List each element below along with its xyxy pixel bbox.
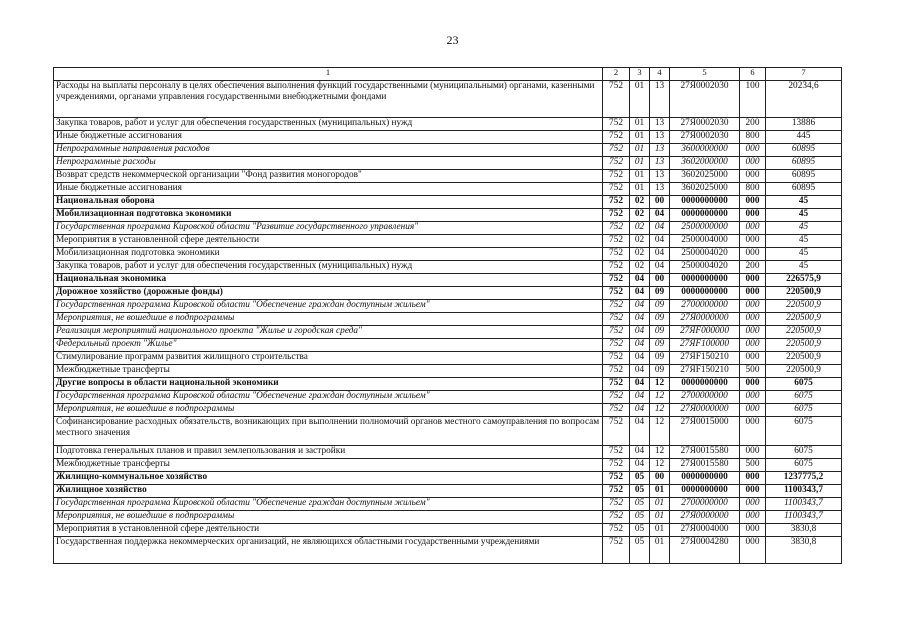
section-cell: 01 xyxy=(630,157,650,170)
item-name-cell: Стимулирование программ развития жилищного строительства xyxy=(54,352,603,365)
code-cell: 752 xyxy=(603,144,630,157)
code-cell: 752 xyxy=(603,196,630,209)
amount-cell: 6075 xyxy=(766,446,842,459)
section-cell: 01 xyxy=(630,183,650,196)
subsection-cell: 09 xyxy=(650,313,670,326)
subsection-cell: 04 xyxy=(650,261,670,274)
target-article-cell: 2700000000 xyxy=(670,391,740,404)
code-cell: 752 xyxy=(603,352,630,365)
table-row xyxy=(54,459,842,472)
expense-type-cell: 000 xyxy=(740,222,766,235)
section-cell: 02 xyxy=(630,222,650,235)
item-name-cell: Мероприятия, не вошедшие в подпрограммы xyxy=(54,511,603,524)
subsection-cell: 04 xyxy=(650,248,670,261)
item-name-cell: Национальная оборона xyxy=(54,196,603,209)
section-cell: 04 xyxy=(630,459,650,472)
amount-cell: 45 xyxy=(766,222,842,235)
section-cell: 04 xyxy=(630,326,650,339)
section-cell: 02 xyxy=(630,235,650,248)
item-name-cell: Мероприятия, не вошедшие в подпрограммы xyxy=(54,404,603,417)
target-article-cell: 27ЯF100000 xyxy=(670,339,740,352)
section-cell: 04 xyxy=(630,446,650,459)
expense-type-cell: 000 xyxy=(740,170,766,183)
header-cell: 5 xyxy=(670,68,740,81)
header-cell: 6 xyxy=(740,68,766,81)
amount-cell: 1237775,2 xyxy=(766,472,842,485)
budget-table-body xyxy=(54,68,842,564)
amount-cell: 20234,6 xyxy=(766,81,842,118)
section-cell: 04 xyxy=(630,313,650,326)
expense-type-cell: 000 xyxy=(740,498,766,511)
amount-cell: 45 xyxy=(766,196,842,209)
code-cell: 752 xyxy=(603,446,630,459)
amount-cell: 45 xyxy=(766,248,842,261)
target-article-cell: 27Я0002030 xyxy=(670,131,740,144)
section-cell: 04 xyxy=(630,378,650,391)
target-article-cell: 2700000000 xyxy=(670,498,740,511)
section-cell: 04 xyxy=(630,300,650,313)
table-row xyxy=(54,157,842,170)
amount-cell: 6075 xyxy=(766,391,842,404)
item-name-cell: Другие вопросы в области национальной экономики xyxy=(54,378,603,391)
section-cell: 01 xyxy=(630,118,650,131)
section-cell: 01 xyxy=(630,144,650,157)
subsection-cell: 13 xyxy=(650,144,670,157)
target-article-cell: 0000000000 xyxy=(670,196,740,209)
table-row xyxy=(54,498,842,511)
amount-cell: 6075 xyxy=(766,459,842,472)
item-name-cell: Реализация мероприятий национального проекта "Жилье и городская среда" xyxy=(54,326,603,339)
amount-cell: 3830,8 xyxy=(766,524,842,537)
code-cell: 752 xyxy=(603,524,630,537)
amount-cell: 445 xyxy=(766,131,842,144)
table-row xyxy=(54,118,842,131)
section-cell: 05 xyxy=(630,485,650,498)
expense-type-cell: 000 xyxy=(740,537,766,564)
code-cell: 752 xyxy=(603,378,630,391)
target-article-cell: 0000000000 xyxy=(670,274,740,287)
amount-cell: 60895 xyxy=(766,157,842,170)
item-name-cell: Подготовка генеральных планов и правил землепользования и застройки xyxy=(54,446,603,459)
table-row xyxy=(54,261,842,274)
table-row xyxy=(54,485,842,498)
target-article-cell: 2500000000 xyxy=(670,222,740,235)
table-row xyxy=(54,81,842,118)
expense-type-cell: 000 xyxy=(740,144,766,157)
section-cell: 02 xyxy=(630,261,650,274)
code-cell: 752 xyxy=(603,209,630,222)
amount-cell: 60895 xyxy=(766,183,842,196)
subsection-cell: 00 xyxy=(650,274,670,287)
expense-type-cell: 000 xyxy=(740,274,766,287)
expense-type-cell: 000 xyxy=(740,417,766,446)
target-article-cell: 27Я0015000 xyxy=(670,417,740,446)
table-row xyxy=(54,287,842,300)
expense-type-cell: 000 xyxy=(740,446,766,459)
code-cell: 752 xyxy=(603,170,630,183)
subsection-cell: 01 xyxy=(650,524,670,537)
amount-cell: 220500,9 xyxy=(766,326,842,339)
expense-type-cell: 000 xyxy=(740,326,766,339)
table-row xyxy=(54,339,842,352)
subsection-cell: 13 xyxy=(650,170,670,183)
header-cell: 2 xyxy=(603,68,630,81)
section-cell: 05 xyxy=(630,524,650,537)
amount-cell: 6075 xyxy=(766,417,842,446)
code-cell: 752 xyxy=(603,157,630,170)
code-cell: 752 xyxy=(603,339,630,352)
expense-type-cell: 000 xyxy=(740,209,766,222)
expense-type-cell: 000 xyxy=(740,404,766,417)
item-name-cell: Иные бюджетные ассигнования xyxy=(54,183,603,196)
target-article-cell: 27ЯF150210 xyxy=(670,352,740,365)
expense-type-cell: 000 xyxy=(740,339,766,352)
subsection-cell: 12 xyxy=(650,378,670,391)
code-cell: 752 xyxy=(603,365,630,378)
item-name-cell: Мобилизационная подготовка экономики xyxy=(54,248,603,261)
subsection-cell: 01 xyxy=(650,537,670,564)
subsection-cell: 00 xyxy=(650,196,670,209)
code-cell: 752 xyxy=(603,300,630,313)
table-row xyxy=(54,144,842,157)
code-cell: 752 xyxy=(603,511,630,524)
target-article-cell: 2500004020 xyxy=(670,248,740,261)
section-cell: 02 xyxy=(630,209,650,222)
code-cell: 752 xyxy=(603,485,630,498)
code-cell: 752 xyxy=(603,326,630,339)
section-cell: 05 xyxy=(630,498,650,511)
code-cell: 752 xyxy=(603,287,630,300)
code-cell: 752 xyxy=(603,81,630,118)
section-cell: 04 xyxy=(630,339,650,352)
subsection-cell: 12 xyxy=(650,404,670,417)
item-name-cell: Софинансирование расходных обязательств, возникающих при выполнении полномочий органов местного самоуправления по вопросам местного значения xyxy=(54,417,603,446)
target-article-cell: 27Я0002030 xyxy=(670,81,740,118)
budget-table xyxy=(53,67,842,564)
table-row xyxy=(54,365,842,378)
item-name-cell: Мероприятия в установленной сфере деятельности xyxy=(54,235,603,248)
table-row xyxy=(54,300,842,313)
subsection-cell: 13 xyxy=(650,131,670,144)
amount-cell: 45 xyxy=(766,235,842,248)
table-row xyxy=(54,274,842,287)
item-name-cell: Межбюджетные трансферты xyxy=(54,459,603,472)
section-cell: 04 xyxy=(630,404,650,417)
section-cell: 02 xyxy=(630,196,650,209)
expense-type-cell: 800 xyxy=(740,131,766,144)
header-cell: 1 xyxy=(54,68,603,81)
expense-type-cell: 000 xyxy=(740,287,766,300)
subsection-cell: 09 xyxy=(650,352,670,365)
code-cell: 752 xyxy=(603,183,630,196)
amount-cell: 220500,9 xyxy=(766,339,842,352)
subsection-cell: 04 xyxy=(650,209,670,222)
section-cell: 04 xyxy=(630,417,650,446)
amount-cell: 13886 xyxy=(766,118,842,131)
subsection-cell: 13 xyxy=(650,118,670,131)
section-cell: 02 xyxy=(630,248,650,261)
table-row xyxy=(54,511,842,524)
code-cell: 752 xyxy=(603,472,630,485)
section-cell: 04 xyxy=(630,391,650,404)
expense-type-cell: 000 xyxy=(740,248,766,261)
code-cell: 752 xyxy=(603,248,630,261)
table-row xyxy=(54,378,842,391)
amount-cell: 6075 xyxy=(766,378,842,391)
expense-type-cell: 000 xyxy=(740,524,766,537)
header-cell: 7 xyxy=(766,68,842,81)
amount-cell: 45 xyxy=(766,209,842,222)
item-name-cell: Государственная программа Кировской области "Обеспечение граждан доступным жильем" xyxy=(54,300,603,313)
subsection-cell: 13 xyxy=(650,81,670,118)
code-cell: 752 xyxy=(603,417,630,446)
item-name-cell: Государственная поддержка некоммерческих организаций, не являющихся областными государственными учреждениями xyxy=(54,537,603,564)
code-cell: 752 xyxy=(603,404,630,417)
expense-type-cell: 500 xyxy=(740,459,766,472)
item-name-cell: Закупка товаров, работ и услуг для обеспечения государственных (муниципальных) нужд xyxy=(54,118,603,131)
amount-cell: 220500,9 xyxy=(766,300,842,313)
target-article-cell: 27ЯF150210 xyxy=(670,365,740,378)
subsection-cell: 01 xyxy=(650,498,670,511)
section-cell: 05 xyxy=(630,537,650,564)
table-row xyxy=(54,209,842,222)
table-row xyxy=(54,170,842,183)
item-name-cell: Государственная программа Кировской области "Развитие государственного управления" xyxy=(54,222,603,235)
amount-cell: 220500,9 xyxy=(766,313,842,326)
table-row xyxy=(54,235,842,248)
amount-cell: 60895 xyxy=(766,170,842,183)
item-name-cell: Мероприятия в установленной сфере деятельности xyxy=(54,524,603,537)
expense-type-cell: 000 xyxy=(740,472,766,485)
item-name-cell: Мероприятия, не вошедшие в подпрограммы xyxy=(54,313,603,326)
expense-type-cell: 000 xyxy=(740,313,766,326)
subsection-cell: 04 xyxy=(650,222,670,235)
section-cell: 05 xyxy=(630,472,650,485)
expense-type-cell: 000 xyxy=(740,157,766,170)
code-cell: 752 xyxy=(603,391,630,404)
section-cell: 01 xyxy=(630,170,650,183)
section-cell: 05 xyxy=(630,511,650,524)
code-cell: 752 xyxy=(603,235,630,248)
target-article-cell: 27Я0000000 xyxy=(670,511,740,524)
table-row xyxy=(54,537,842,564)
amount-cell: 45 xyxy=(766,261,842,274)
item-name-cell: Закупка товаров, работ и услуг для обеспечения государственных (муниципальных) нужд xyxy=(54,261,603,274)
subsection-cell: 12 xyxy=(650,459,670,472)
target-article-cell: 27ЯF000000 xyxy=(670,326,740,339)
expense-type-cell: 200 xyxy=(740,118,766,131)
section-cell: 01 xyxy=(630,81,650,118)
target-article-cell: 0000000000 xyxy=(670,287,740,300)
target-article-cell: 2700000000 xyxy=(670,300,740,313)
item-name-cell: Национальная экономика xyxy=(54,274,603,287)
code-cell: 752 xyxy=(603,261,630,274)
expense-type-cell: 000 xyxy=(740,511,766,524)
amount-cell: 6075 xyxy=(766,404,842,417)
section-cell: 04 xyxy=(630,274,650,287)
item-name-cell: Государственная программа Кировской области "Обеспечение граждан доступным жильем" xyxy=(54,498,603,511)
item-name-cell: Возврат средств некоммерческой организации "Фонд развития моногородов" xyxy=(54,170,603,183)
expense-type-cell: 100 xyxy=(740,81,766,118)
table-row xyxy=(54,446,842,459)
table-row xyxy=(54,524,842,537)
item-name-cell: Дорожное хозяйство (дорожные фонды) xyxy=(54,287,603,300)
item-name-cell: Федеральный проект "Жилье" xyxy=(54,339,603,352)
section-cell: 04 xyxy=(630,365,650,378)
code-cell: 752 xyxy=(603,131,630,144)
subsection-cell: 12 xyxy=(650,417,670,446)
target-article-cell: 27Я0000000 xyxy=(670,404,740,417)
section-cell: 04 xyxy=(630,287,650,300)
target-article-cell: 2500004000 xyxy=(670,235,740,248)
target-article-cell: 27Я0002030 xyxy=(670,118,740,131)
amount-cell: 1100343,7 xyxy=(766,498,842,511)
table-row xyxy=(54,391,842,404)
target-article-cell: 3602025000 xyxy=(670,170,740,183)
table-row xyxy=(54,196,842,209)
expense-type-cell: 000 xyxy=(740,352,766,365)
item-name-cell: Жилищное хозяйство xyxy=(54,485,603,498)
target-article-cell: 3602000000 xyxy=(670,157,740,170)
expense-type-cell: 000 xyxy=(740,378,766,391)
table-row xyxy=(54,472,842,485)
subsection-cell: 00 xyxy=(650,472,670,485)
target-article-cell: 27Я0015580 xyxy=(670,446,740,459)
amount-cell: 60895 xyxy=(766,144,842,157)
section-cell: 04 xyxy=(630,352,650,365)
item-name-cell: Жилищно-коммунальное хозяйство xyxy=(54,472,603,485)
code-cell: 752 xyxy=(603,118,630,131)
subsection-cell: 09 xyxy=(650,300,670,313)
code-cell: 752 xyxy=(603,274,630,287)
code-cell: 752 xyxy=(603,222,630,235)
table-row xyxy=(54,131,842,144)
expense-type-cell: 200 xyxy=(740,261,766,274)
subsection-cell: 01 xyxy=(650,511,670,524)
code-cell: 752 xyxy=(603,498,630,511)
expense-type-cell: 500 xyxy=(740,365,766,378)
subsection-cell: 09 xyxy=(650,287,670,300)
target-article-cell: 3600000000 xyxy=(670,144,740,157)
subsection-cell: 13 xyxy=(650,183,670,196)
header-cell: 3 xyxy=(630,68,650,81)
expense-type-cell: 800 xyxy=(740,183,766,196)
table-row xyxy=(54,417,842,446)
amount-cell: 220500,9 xyxy=(766,365,842,378)
target-article-cell: 2500004020 xyxy=(670,261,740,274)
table-row xyxy=(54,352,842,365)
table-row xyxy=(54,248,842,261)
subsection-cell: 09 xyxy=(650,365,670,378)
expense-type-cell: 000 xyxy=(740,300,766,313)
amount-cell: 220500,9 xyxy=(766,287,842,300)
target-article-cell: 27Я0004000 xyxy=(670,524,740,537)
code-cell: 752 xyxy=(603,459,630,472)
amount-cell: 3830,8 xyxy=(766,537,842,564)
item-name-cell: Непрограммные расходы xyxy=(54,157,603,170)
target-article-cell: 0000000000 xyxy=(670,485,740,498)
subsection-cell: 01 xyxy=(650,485,670,498)
code-cell: 752 xyxy=(603,537,630,564)
amount-cell: 1100343,7 xyxy=(766,485,842,498)
expense-type-cell: 000 xyxy=(740,391,766,404)
item-name-cell: Государственная программа Кировской области "Обеспечение граждан доступным жильем" xyxy=(54,391,603,404)
item-name-cell: Иные бюджетные ассигнования xyxy=(54,131,603,144)
target-article-cell: 27Я0015580 xyxy=(670,459,740,472)
table-row xyxy=(54,326,842,339)
subsection-cell: 09 xyxy=(650,326,670,339)
target-article-cell: 27Я0004280 xyxy=(670,537,740,564)
code-cell: 752 xyxy=(603,313,630,326)
table-row xyxy=(54,404,842,417)
amount-cell: 1100343,7 xyxy=(766,511,842,524)
target-article-cell: 0000000000 xyxy=(670,378,740,391)
target-article-cell: 3602025000 xyxy=(670,183,740,196)
page-number: 23 xyxy=(446,33,459,47)
target-article-cell: 0000000000 xyxy=(670,209,740,222)
subsection-cell: 09 xyxy=(650,339,670,352)
amount-cell: 226575,9 xyxy=(766,274,842,287)
table-row xyxy=(54,313,842,326)
item-name-cell: Мобилизационная подготовка экономики xyxy=(54,209,603,222)
expense-type-cell: 000 xyxy=(740,196,766,209)
expense-type-cell: 000 xyxy=(740,235,766,248)
amount-cell: 220500,9 xyxy=(766,352,842,365)
subsection-cell: 13 xyxy=(650,157,670,170)
item-name-cell: Непрограммные направления расходов xyxy=(54,144,603,157)
target-article-cell: 0000000000 xyxy=(670,472,740,485)
item-name-cell: Межбюджетные трансферты xyxy=(54,365,603,378)
table-row xyxy=(54,222,842,235)
subsection-cell: 12 xyxy=(650,446,670,459)
subsection-cell: 04 xyxy=(650,235,670,248)
header-cell: 4 xyxy=(650,68,670,81)
item-name-cell: Расходы на выплаты персоналу в целях обеспечения выполнения функций государственными (муниципальными) органами, казенными учреждениями, органами управления государственными внебюджетными фондами xyxy=(54,81,603,118)
table-row xyxy=(54,183,842,196)
section-cell: 01 xyxy=(630,131,650,144)
expense-type-cell: 000 xyxy=(740,485,766,498)
header-row xyxy=(54,68,842,81)
subsection-cell: 12 xyxy=(650,391,670,404)
target-article-cell: 27Я0000000 xyxy=(670,313,740,326)
